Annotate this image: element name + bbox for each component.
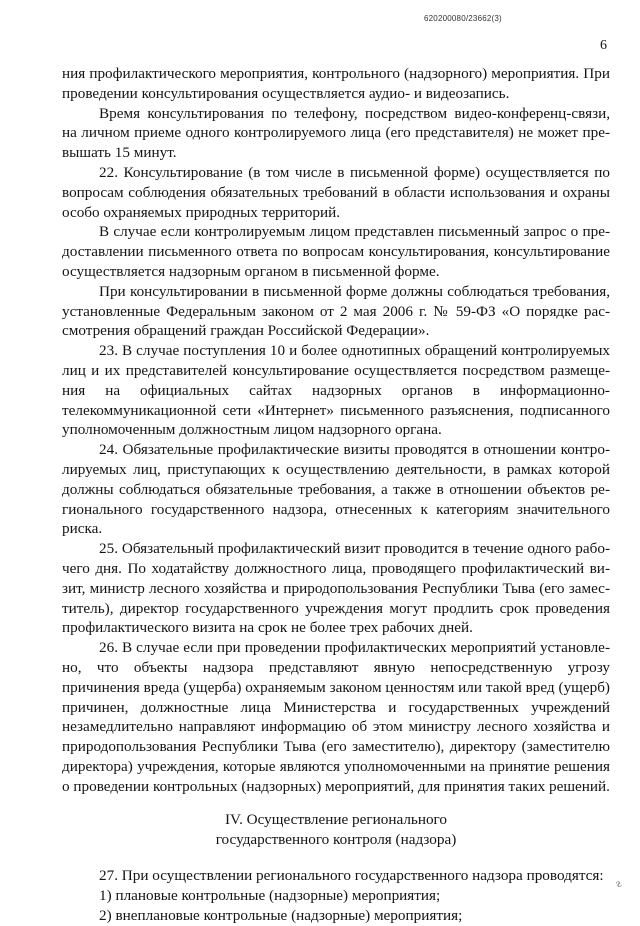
document-body xyxy=(62,64,610,926)
paragraph-25: 25. Обязательный профилактический визит проводится в течение одного рабочего дня. По ходатайству должностного лица, проводящего профилактический визит, министр лесного хозяйства и природопользования Республики Тыва (его заместитель), директор государственного учреждения могут продлить срок проведения профилактического визита на срок не более трех рабочих дней. xyxy=(62,540,610,637)
paragraph-24: 24. Обязательные профилактические визиты проводятся в отношении контролируемых лиц, приступающих к осуществлению деятельности, в рамках которой должны соблюдаться обязательные требования, а также в отношении объектов регионального государственного надзора, отнесенных к категориям значительного риска. xyxy=(62,441,610,538)
list-item-1: 1) плановые контрольные (надзорные) мероприятия; xyxy=(99,887,441,905)
pen-mark-icon: ƨ xyxy=(612,875,624,891)
section-heading-line-1: IV. Осуществление регионального xyxy=(225,811,447,829)
section-heading-line-2: государственного контроля (надзора) xyxy=(215,831,457,849)
paragraph-22: 22. Консультирование (в том числе в письменной форме) осуществляется по вопросам соблюдения обязательных требований в области использования и охраны особо охраняемых природных территорий. xyxy=(62,163,610,221)
document-code: 620200080/23662(3) xyxy=(424,14,502,23)
paragraph-22-written-request: В случае если контролируемым лицом представлен письменный запрос о предоставлении письменного ответа по вопросам консультирования, консультирование осуществляется надзорным органом в письменной форме. xyxy=(62,223,610,280)
paragraph-22-requirements: При консультировании в письменной форме должны соблюдаться требования, установленные Федеральным законом от 2 мая 2006 г. № 59-ФЗ «О порядке рассмотрения обращений граждан Российской Федерации». xyxy=(62,282,610,340)
page-number: 6 xyxy=(600,38,607,53)
paragraph-1: Время консультирования по телефону, посредством видео-конференц-связи, на личном приеме одного контролируемого лица (его представителя) не может превышать 15 минут. xyxy=(62,104,610,162)
paragraph-26: 26. В случае если при проведении профилактических мероприятий установлено, что объекты надзора представляют явную непосредственную угрозу причинения вреда (ущерба) охраняемым законом ценностям или такой вред (ущерб) причинен, должностные лица Министерства и государственных учреждений незамедлительно направляют информацию об этом министру лесного хозяйства и природопользования Республики Тыва (его заместителю), директору (заместителю директора) учреждения, которые являются уполномоченными на принятие решения о проведении контрольных (надзорных) мероприятий, для принятия таких решений. xyxy=(62,639,610,795)
paragraph-0: ния профилактического мероприятия, контрольного (надзорного) мероприятия. При проведении консультирования осуществляется аудио- и видеозапись. xyxy=(62,65,610,102)
section-heading xyxy=(62,810,610,850)
list-item-2: 2) внеплановые контрольные (надзорные) мероприятия; xyxy=(99,907,463,925)
paragraph-23: 23. В случае поступления 10 и более однотипных обращений контролируемых лиц и их представителей консультирование осуществляется посредством размещения на официальных сайтах надзорных органов в информационно-телекоммуникационной сети «Интернет» письменного разъяснения, подписанного уполномоченным должностным лицом надзорного органа. xyxy=(62,342,610,439)
paragraph-27: 27. При осуществлении регионального государственного надзора проводятся: xyxy=(99,867,604,885)
